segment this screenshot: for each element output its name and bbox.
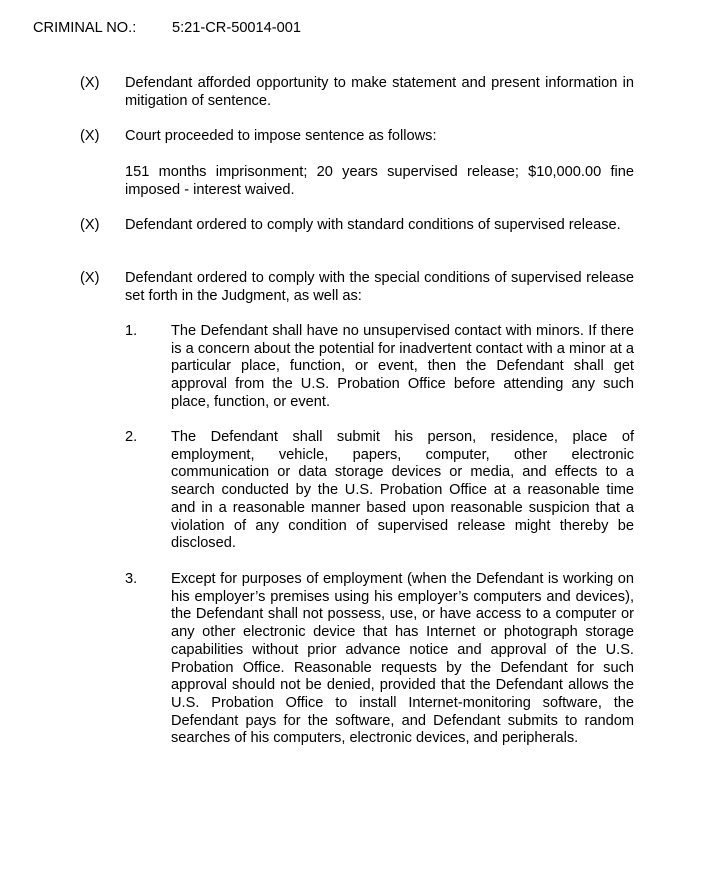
condition-number: 1. [125,323,138,339]
condition-number: 2. [125,429,138,445]
entry-text: Court proceeded to impose sentence as follows: [125,128,437,144]
case-header [33,20,301,38]
checkbox-mark: (X) [80,75,100,91]
checkbox-mark: (X) [80,217,100,233]
entry-text: Defendant ordered to comply with standard conditions of supervised release. [125,217,621,233]
entry-special-conditions [80,270,634,305]
entry-statement-opportunity [80,75,634,110]
checkbox-mark: (X) [80,270,100,286]
entry-text: Defendant afforded opportunity to make statement and present information in mitigation of sentence. [125,75,634,109]
entry-standard-conditions [80,217,634,235]
condition-text: The Defendant shall submit his person, residence, place of employment, vehicle, papers, computer, other electronic communication or data storage devices or media, and effects to a search conducted by the U.S. Probation Office at a reasonable time and in a reasonable manner based upon reasonable suspicion that a violation of any condition of supervised release might thereby be disclosed. [171,429,634,552]
condition-number: 3. [125,571,138,587]
condition-text: Except for purposes of employment (when the Defendant is working on his employer’s premises using his employer’s computers and devices), the Defendant shall not possess, use, or have access to a computer or any other electronic device that has Internet or photograph storage capabilities without prior advance notice and approval of the U.S. Probation Office. Reasonable requests by the Defendant for such approval should not be denied, provided that the Defendant allows the U.S. Probation Office to install Internet-monitoring software, the Defendant pays for the software, and Defendant submits to random searches of his computers, electronic devices, and peripherals. [171,571,634,747]
sentence-text: 151 months imprisonment; 20 years supervised release; $10,000.00 fine imposed - interest waived. [125,164,634,198]
condition-item-2 [125,429,634,553]
case-number-label: CRIMINAL NO.: [33,20,137,36]
checkbox-mark: (X) [80,128,100,144]
case-number: 5:21-CR-50014-001 [172,20,301,36]
condition-item-1 [125,323,634,412]
condition-text: The Defendant shall have no unsupervised contact with minors. If there is a concern about the potential for inadvertent contact with a minor at a particular place, function, or event, then the Defendant shall get approval from the U.S. Probation Office before attending any such place, function, or event. [171,323,634,410]
entry-text: Defendant ordered to comply with the special conditions of supervised release set forth in the Judgment, as well as: [125,270,634,304]
condition-item-3 [125,571,634,748]
entry-impose-sentence [80,128,634,146]
